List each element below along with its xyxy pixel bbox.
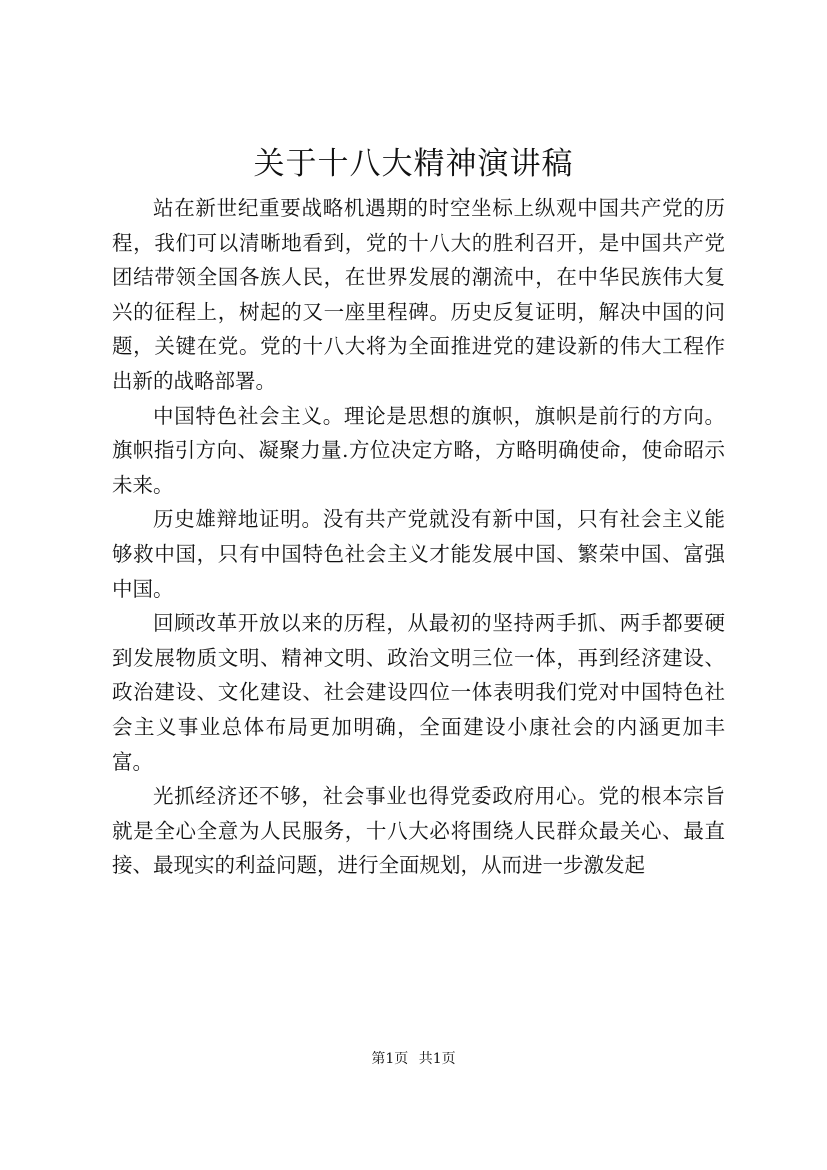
page-number: 第1页 [371,1051,409,1067]
paragraph: 中国特色社会主义。理论是思想的旗帜，旗帜是前行的方向。旗帜指引方向、凝聚力量.方位决定方略，方略明确使命，使命昭示未来。 [112,403,725,497]
paragraph: 回顾改革开放以来的历程，从最初的坚持两手抓、两手都要硬到发展物质文明、精神文明、政治文明三位一体，再到经济建设、政治建设、文化建设、社会建设四位一体表明我们党对中国特色社会主义事业总体布局更加明确，全面建设小康社会的内涵更加丰富。 [112,611,725,774]
paragraph: 光抓经济还不够，社会事业也得党委政府用心。党的根本宗旨就是全心全意为人民服务，十八大必将围绕人民群众最关心、最直接、最现实的利益问题，进行全面规划，从而进一步激发起 [112,784,725,878]
paragraph: 站在新世纪重要战略机遇期的时空坐标上纵观中国共产党的历程，我们可以清晰地看到，党的十八大的胜利召开，是中国共产党团结带领全国各族人民，在世界发展的潮流中，在中华民族伟大复兴的征程上，树起的又一座里程碑。历史反复证明，解决中国的问题，关键在党。党的十八大将为全面推进党的建设新的伟大工程作出新的战略部署。 [112,196,725,393]
document-title: 关于十八大精神演讲稿 [253,146,574,182]
page-footer [0,1049,827,1069]
document-body [112,191,725,883]
page-total: 共1页 [418,1051,456,1067]
paragraph: 历史雄辩地证明。没有共产党就没有新中国，只有社会主义能够救中国，只有中国特色社会主义才能发展中国、繁荣中国、富强中国。 [112,507,725,601]
